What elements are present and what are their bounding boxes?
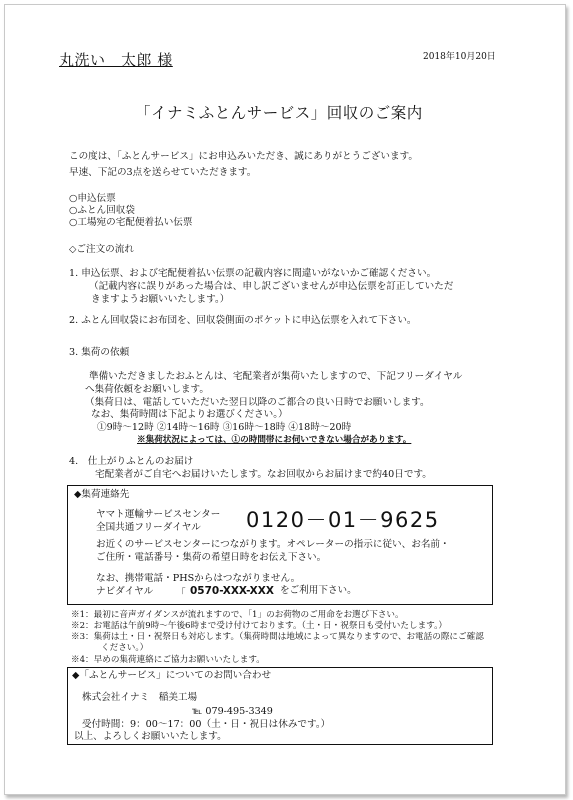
closing-line: 以上、よろしくお願いいたします。 (74, 731, 227, 742)
pickup-phone-number[interactable]: 0120－01－9625 (246, 508, 440, 532)
order-flow-heading: ◇ご注文の流れ (69, 244, 134, 255)
inquiry-box-heading: ◆「ふとんサービス」についてのお問い合わせ (72, 670, 272, 681)
step-4-heading: 4. 仕上がりふとんのお届け (69, 456, 194, 467)
step-2-line: 2. ふとん回収袋にお布団を、回収袋側面のポケットに申込伝票を入れて下さい。 (69, 315, 417, 326)
footnote: ※2：お電話は午前9時～午後6時まで受け付けております。（土・日・祝祭日も受付いたします。） (71, 621, 447, 631)
footnote: ※4：早めの集荷連絡にご協力お願いいたします。 (71, 655, 265, 665)
footnote: ※3：集荷は土・日・祝祭日も対応します。（集荷時間は地域によって異なりますので、お電話の際にご確認 (71, 632, 484, 642)
document-page (4, 4, 566, 795)
company-name: 株式会社イナミ 稲美工場 (82, 692, 198, 703)
inquiry-contact-box (67, 667, 493, 745)
enclosed-item: ○ふとん回収袋 (69, 205, 135, 216)
navi-dial-bracket: 「 (176, 588, 186, 599)
step-1-line: きますようお願いいたします。） (91, 294, 230, 305)
intro-line-1: この度は、「ふとんサービス」にお申込みいただき、誠にありがとうございます。 (69, 151, 419, 162)
footnote: ください。） (101, 643, 149, 653)
document-title: 「イナミふとんサービス」回収のご案内 (135, 104, 423, 122)
step-1-line: （記載内容に誤りがあった場合は、申し訳ございませんが申込伝票を訂正していただ (89, 281, 454, 292)
enclosed-item: ○申込伝票 (69, 193, 116, 204)
step-3-line: （集荷日は、電話していただいた翌日以降のご都合の良い日時でお願いします。 (85, 397, 430, 408)
step-3-line: なお、集荷時間は下記よりお選びください。） (91, 409, 288, 420)
enclosed-item: ○工場宛の宅配便着払い伝票 (69, 217, 193, 228)
document-date: 2018年10月20日 (423, 52, 496, 62)
step-1-line: 1. 申込伝票、および宅配便着払い伝票の記載内容に間違いがないかご確認ください。 (69, 268, 437, 279)
step-3-line: へ集荷依頼をお願いします。 (85, 384, 209, 395)
pickup-contact-box (67, 485, 493, 605)
pickup-box-heading: ◆集荷連絡先 (74, 489, 130, 500)
freedial-label: 全国共通フリーダイヤル (96, 522, 201, 533)
step-4-line: 宅配業者がご自宅へお届けいたします。なお回収からお届けまで約40日です。 (95, 469, 432, 480)
pickup-time-warning: ※集荷状況によっては、①の時間帯にお伺いできない場合があります。 (137, 435, 412, 445)
intro-line-2: 早速、下記の3点を送らせていただきます。 (69, 167, 257, 178)
pickup-time-options: ①9時～12時 ②14時～16時 ③16時～18時 ④18時～20時 (97, 422, 352, 433)
mobile-notice: なお、携帯電話・PHSからはつながりません。 (96, 573, 301, 584)
pickup-instruction-line: お近くのサービスセンターにつながります。オペレーターの指示に従い、お名前・ (96, 539, 450, 550)
navi-dial-number[interactable]: 0570-XXX-XXX (190, 585, 274, 597)
navi-dial-label: ナビダイヤル (96, 586, 154, 597)
reception-hours: 受付時間：9：00～17：00（土・日・祝日は休みです。） (82, 719, 331, 730)
footnote: ※1：最初に音声ガイダンスが流れますので、「1」のお荷物のご用命をお選び下さい。 (71, 610, 404, 620)
navi-dial-suffix: をご利用下さい。 (280, 585, 357, 596)
service-center-name: ヤマト運輸サービスセンター (96, 509, 221, 520)
pickup-instruction-line: ご住所・電話番号・集荷の希望日時をお伝え下さい。 (96, 552, 327, 563)
step-3-heading: 3. 集荷の依頼 (69, 347, 130, 358)
company-phone[interactable]: ℡ 079-495-3349 (192, 706, 273, 717)
step-3-line: 準備いただきましたおふとんは、宅配業者が集荷いたしますので、下記フリーダイヤル (89, 371, 463, 382)
recipient-name: 丸洗い 太郎 様 (59, 51, 173, 69)
